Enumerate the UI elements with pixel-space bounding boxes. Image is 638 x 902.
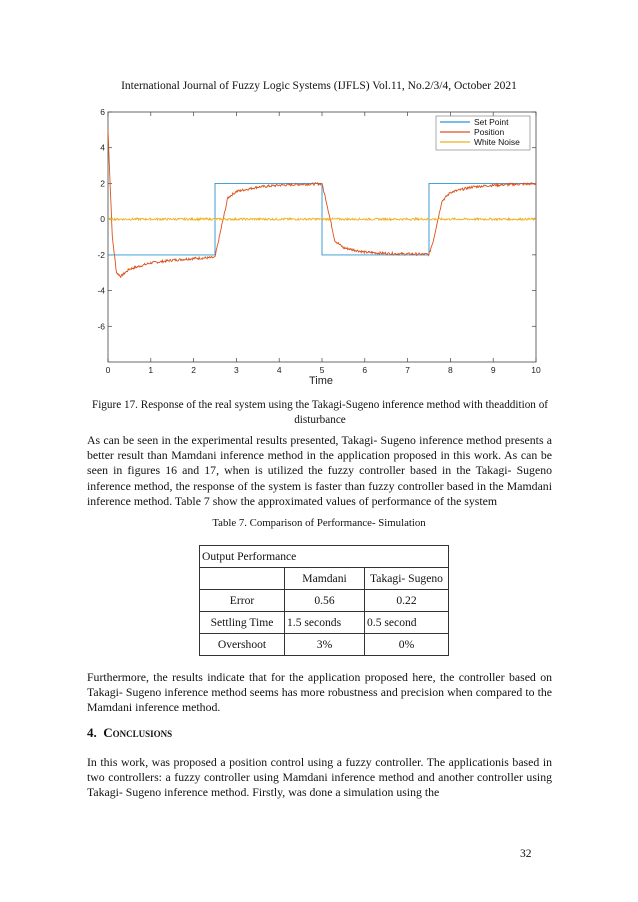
- performance-table: [199, 545, 449, 656]
- x-tick-label: 2: [191, 365, 196, 375]
- row-sugeno: 0%: [365, 634, 449, 656]
- table-header-mamdani: Mamdani: [285, 568, 365, 590]
- x-tick-label: 5: [319, 365, 325, 375]
- paragraph-conclusions: In this work, was proposed a position control using a fuzzy controller. The applicationis based in two controllers: a fuzzy controller using Mamdani inference method and another controller using Takagi- Sugeno inference method. Firstly, was done a simulation using the: [87, 755, 552, 800]
- x-tick-label: 0: [105, 365, 111, 375]
- response-chart: [0, 0, 638, 400]
- row-sugeno: 0.22: [365, 590, 449, 612]
- table-title-row: [200, 546, 449, 568]
- legend-label-setpoint: Set Point: [474, 117, 509, 127]
- paragraph-robustness: Furthermore, the results indicate that for the application proposed here, the controller based on Takagi- Sugeno inference method seems has more robustness and precision when compared to the Mamdani inference method.: [87, 670, 552, 715]
- section-number: 4.: [87, 725, 97, 740]
- y-tick-label: -4: [97, 285, 105, 296]
- table-row: [200, 612, 449, 634]
- table-header-empty: [200, 568, 285, 590]
- y-tick-label: 6: [100, 107, 105, 117]
- table-row: [200, 590, 449, 612]
- y-tick-label: 0: [100, 214, 105, 225]
- row-mamdani: 3%: [285, 634, 365, 656]
- page-number: 32: [520, 848, 532, 860]
- legend: [436, 116, 530, 150]
- table-title: Output Performance: [200, 546, 449, 568]
- x-tick-label: 4: [276, 365, 282, 375]
- row-label: Settling Time: [200, 612, 285, 634]
- table-row: [200, 634, 449, 656]
- table-caption: Table 7. Comparison of Performance- Simulation: [212, 517, 426, 529]
- legend-label-noise: White Noise: [474, 137, 520, 147]
- x-axis-label: Time: [308, 375, 334, 387]
- y-tick-label: 4: [100, 142, 105, 153]
- x-tick-label: 9: [490, 365, 496, 375]
- figure-caption: Figure 17. Response of the real system using the Takagi-Sugeno inference method with theaddition of disturbance: [91, 399, 549, 426]
- table-header-sugeno: Takagi- Sugeno: [365, 568, 449, 590]
- table-header-row: [200, 568, 449, 590]
- paragraph-results: As can be seen in the experimental results presented, Takagi- Sugeno inference method presents a better result than Mamdani inference method in the application proposed in this work. As can be seen in figures 16 and 17, when is utilized the fuzzy controller based in the Takagi- Sugeno inference method, the response of the system is faster than fuzzy controller based in the Mamdani inference method. Table 7 show the approximated values of performance of the system: [87, 433, 552, 508]
- x-tick-label: 3: [234, 365, 239, 375]
- legend-label-position: Position: [474, 127, 505, 137]
- y-tick-label: 2: [100, 178, 105, 189]
- row-sugeno: 0.5 second: [365, 612, 449, 634]
- x-tick-label: 8: [448, 365, 453, 375]
- section-title: Conclusions: [103, 725, 173, 740]
- row-label: Error: [200, 590, 285, 612]
- row-mamdani: 1.5 seconds: [285, 612, 365, 634]
- y-tick-label: -6: [97, 321, 105, 332]
- x-tick-label: 6: [362, 365, 368, 375]
- section-heading: [87, 725, 172, 741]
- x-tick-label: 10: [531, 365, 541, 375]
- x-tick-label: 7: [405, 365, 410, 375]
- row-mamdani: 0.56: [285, 590, 365, 612]
- x-tick-label: 1: [148, 365, 154, 375]
- journal-header: International Journal of Fuzzy Logic Systems (IJFLS) Vol.11, No.2/3/4, October 2021: [121, 80, 517, 92]
- y-tick-label: -2: [97, 249, 105, 260]
- row-label: Overshoot: [200, 634, 285, 656]
